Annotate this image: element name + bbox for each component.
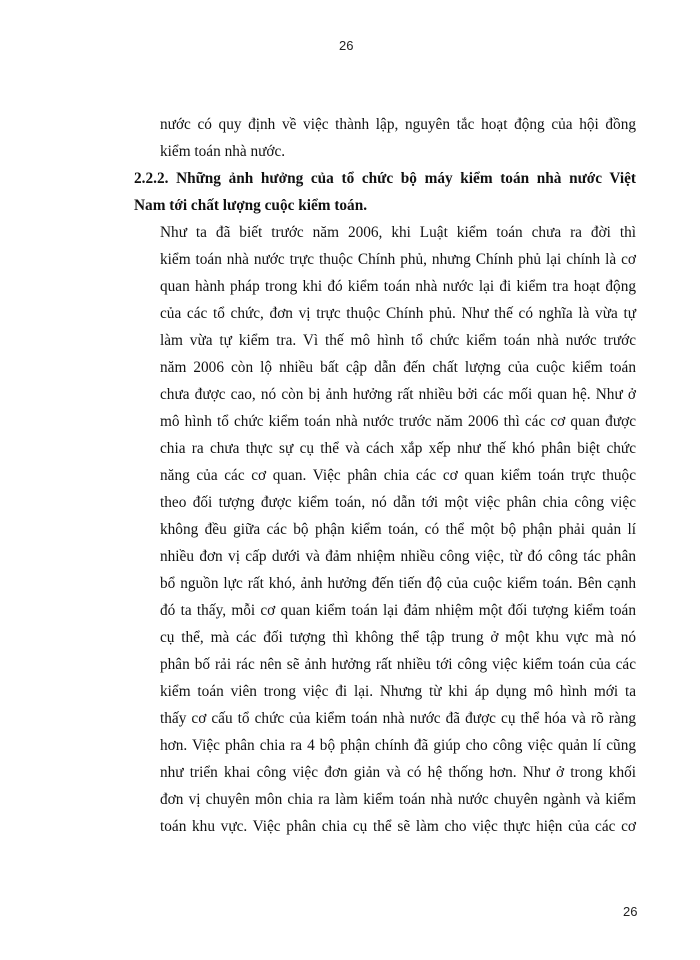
text-line: không đều giữa các bộ phận kiểm toán, có thể một bộ phận phải quản lí bbox=[160, 521, 636, 538]
text-line: hơn. Việc phân chia ra 4 bộ phận chính đã giúp cho công việc quản lí cũng bbox=[160, 737, 636, 754]
page-number-top: 26 bbox=[339, 38, 354, 53]
text-line: chưa được cao, nó còn bị ảnh hưởng rất nhiều bởi các mối quan hệ. Như ở bbox=[160, 386, 636, 403]
text-line: như triển khai công việc đơn giản và có hệ thống hơn. Như ở trong khối bbox=[160, 764, 636, 781]
text-line: theo đối tượng được kiểm toán, nó dẫn tới một việc phân chia công việc bbox=[160, 494, 636, 511]
text-line: đơn vị chuyên môn chia ra làm kiểm toán nhà nước chuyên ngành và kiểm bbox=[160, 791, 636, 808]
heading-line: 2.2.2. Những ảnh hưởng của tổ chức bộ máy kiểm toán nhà nước Việt bbox=[134, 170, 636, 187]
text-line: kiểm toán nhà nước. bbox=[160, 143, 286, 160]
text-line: năm 2006 còn lộ nhiều bất cập dẫn đến chất lượng của cuộc kiểm toán bbox=[160, 359, 636, 376]
text-line: kiểm toán nhà nước trực thuộc Chính phủ, nhưng Chính phủ lại chính là cơ bbox=[160, 251, 636, 268]
intro-text bbox=[160, 111, 636, 165]
text-line: mô hình tổ chức kiểm toán nhà nước trước năm 2006 thì các cơ quan được bbox=[160, 413, 636, 430]
text-line: của các tổ chức, đơn vị trực thuộc Chính phủ. Như thế có nghĩa là vừa tự bbox=[160, 305, 636, 322]
text-line: thấy cơ cấu tổ chức của kiểm toán nhà nước đã được cụ thể hóa và rõ ràng bbox=[160, 710, 636, 727]
text-line: chia ra chưa thực sự cụ thể và cách xắp xếp như thế khó phân biệt chức bbox=[160, 440, 636, 457]
body-paragraph bbox=[134, 219, 636, 840]
page-number-bottom: 26 bbox=[623, 904, 638, 919]
text-line: kiểm toán viên trong việc đi lại. Nhưng từ khi áp dụng mô hình mới ta bbox=[160, 683, 636, 700]
text-line: toán khu vực. Việc phân chia cụ thể sẽ làm cho việc thực hiện của các cơ bbox=[160, 818, 636, 835]
text-line: làm vừa tự kiểm tra. Vì thế mô hình tổ chức kiểm toán nhà nước trước bbox=[160, 332, 636, 349]
text-line: bổ nguồn lực rất khó, ảnh hưởng đến tiến độ của cuộc kiểm toán. Bên cạnh bbox=[160, 575, 636, 592]
text-line: cụ thể, mà các đối tượng thì không thể tập trung ở một khu vực mà nó bbox=[160, 629, 636, 646]
text-line: quan hành pháp trong khi đó kiểm toán nhà nước lại đi kiểm tra hoạt động bbox=[160, 278, 636, 295]
text-line: phân bố rải rác nên sẽ ảnh hưởng rất nhiều tới công việc kiểm toán của các bbox=[160, 656, 636, 673]
text-line: nước có quy định về việc thành lập, nguyên tắc hoạt động của hội đồng bbox=[160, 116, 636, 133]
text-line: đó ta thấy, mỗi cơ quan kiểm toán lại đảm nhiệm một đối tượng kiểm toán bbox=[160, 602, 636, 619]
text-line: Như ta đã biết trước năm 2006, khi Luật kiểm toán chưa ra đời thì bbox=[160, 224, 636, 241]
text-line: năng của các cơ quan. Việc phân chia các cơ quan kiểm toán trực thuộc bbox=[160, 467, 636, 484]
text-line: nhiều đơn vị cấp dưới và đảm nhiệm nhiều công việc, từ đó công tác phân bbox=[160, 548, 636, 565]
heading-line: Nam tới chất lượng cuộc kiểm toán. bbox=[134, 197, 368, 214]
section-heading bbox=[134, 165, 636, 219]
